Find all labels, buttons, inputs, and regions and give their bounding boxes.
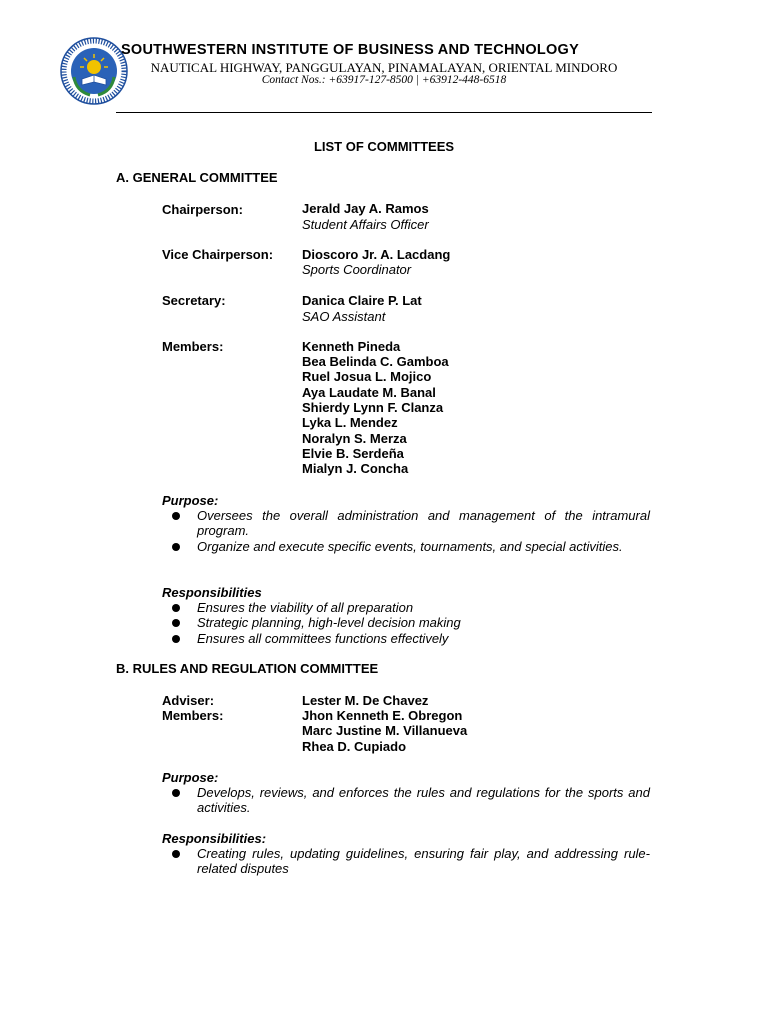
member-name: Noralyn S. Merza bbox=[302, 431, 407, 446]
bullet-icon bbox=[172, 789, 180, 797]
adviser-label: Adviser: bbox=[162, 693, 215, 708]
members-label: Members: bbox=[162, 339, 224, 354]
institution-name: SOUTHWESTERN INSTITUTE OF BUSINESS AND TECHNOLOGY bbox=[121, 42, 580, 58]
member-name: Aya Laudate M. Banal bbox=[302, 385, 436, 400]
purpose-label: Purpose: bbox=[162, 770, 219, 785]
member-name: Shierdy Lynn F. Clanza bbox=[302, 400, 444, 415]
member-name: Mialyn J. Concha bbox=[302, 461, 409, 476]
member-name: Lyka L. Mendez bbox=[302, 415, 398, 430]
adviser-name: Lester M. De Chavez bbox=[302, 693, 429, 708]
responsibility-item: Strategic planning, high-level decision making bbox=[197, 615, 461, 630]
member-name: Ruel Josua L. Mojico bbox=[302, 369, 432, 384]
member-name: Kenneth Pineda bbox=[302, 339, 401, 354]
responsibilities-label: Responsibilities bbox=[162, 585, 262, 600]
vice-chairperson-name: Dioscoro Jr. A. Lacdang bbox=[302, 247, 451, 262]
vice-chairperson-position: Sports Coordinator bbox=[302, 262, 412, 277]
header-divider bbox=[116, 112, 652, 113]
secretary-name: Danica Claire P. Lat bbox=[302, 293, 422, 308]
bullet-icon bbox=[172, 512, 180, 520]
bullet-icon bbox=[172, 850, 180, 858]
responsibility-item: Creating rules, updating guidelines, ensuring fair play, and addressing rule-related disputes bbox=[197, 846, 650, 877]
responsibilities-label: Responsibilities: bbox=[162, 831, 267, 846]
chairperson-position: Student Affairs Officer bbox=[302, 217, 429, 232]
member-name: Marc Justine M. Villanueva bbox=[302, 723, 468, 738]
contact-numbers: Contact Nos.: +63917-127-8500 | +63912-448-6518 bbox=[261, 74, 507, 86]
section-heading-rules-committee: B. RULES AND REGULATION COMMITTEE bbox=[116, 661, 379, 676]
institution-address: NAUTICAL HIGHWAY, PANGGULAYAN, PINAMALAYAN, ORIENTAL MINDORO bbox=[150, 60, 618, 75]
purpose-item: Oversees the overall administration and management of the intramural program. bbox=[197, 508, 650, 539]
section-heading-general-committee: A. GENERAL COMMITTEE bbox=[116, 170, 278, 185]
responsibility-item: Ensures all committees functions effectively bbox=[197, 631, 449, 646]
bullet-icon bbox=[172, 619, 180, 627]
responsibility-item: Ensures the viability of all preparation bbox=[197, 600, 414, 615]
document-title: LIST OF COMMITTEES bbox=[313, 139, 455, 154]
secretary-label: Secretary: bbox=[162, 293, 226, 308]
bullet-icon bbox=[172, 604, 180, 612]
bullet-icon bbox=[172, 543, 180, 551]
bullet-icon bbox=[172, 635, 180, 643]
member-name: Rhea D. Cupiado bbox=[302, 739, 407, 754]
members-label: Members: bbox=[162, 708, 224, 723]
member-name: Jhon Kenneth E. Obregon bbox=[302, 708, 463, 723]
purpose-item: Organize and execute specific events, tournaments, and special activities. bbox=[197, 539, 623, 554]
purpose-label: Purpose: bbox=[162, 493, 219, 508]
vice-chairperson-label: Vice Chairperson: bbox=[162, 247, 274, 262]
chairperson-name: Jerald Jay A. Ramos bbox=[302, 201, 429, 216]
member-name: Bea Belinda C. Gamboa bbox=[302, 354, 449, 369]
purpose-item: Develops, reviews, and enforces the rules and regulations for the sports and activities. bbox=[197, 785, 650, 816]
secretary-position: SAO Assistant bbox=[302, 309, 386, 324]
chairperson-label: Chairperson: bbox=[162, 202, 243, 217]
member-name: Elvie B. Serdeña bbox=[302, 446, 404, 461]
